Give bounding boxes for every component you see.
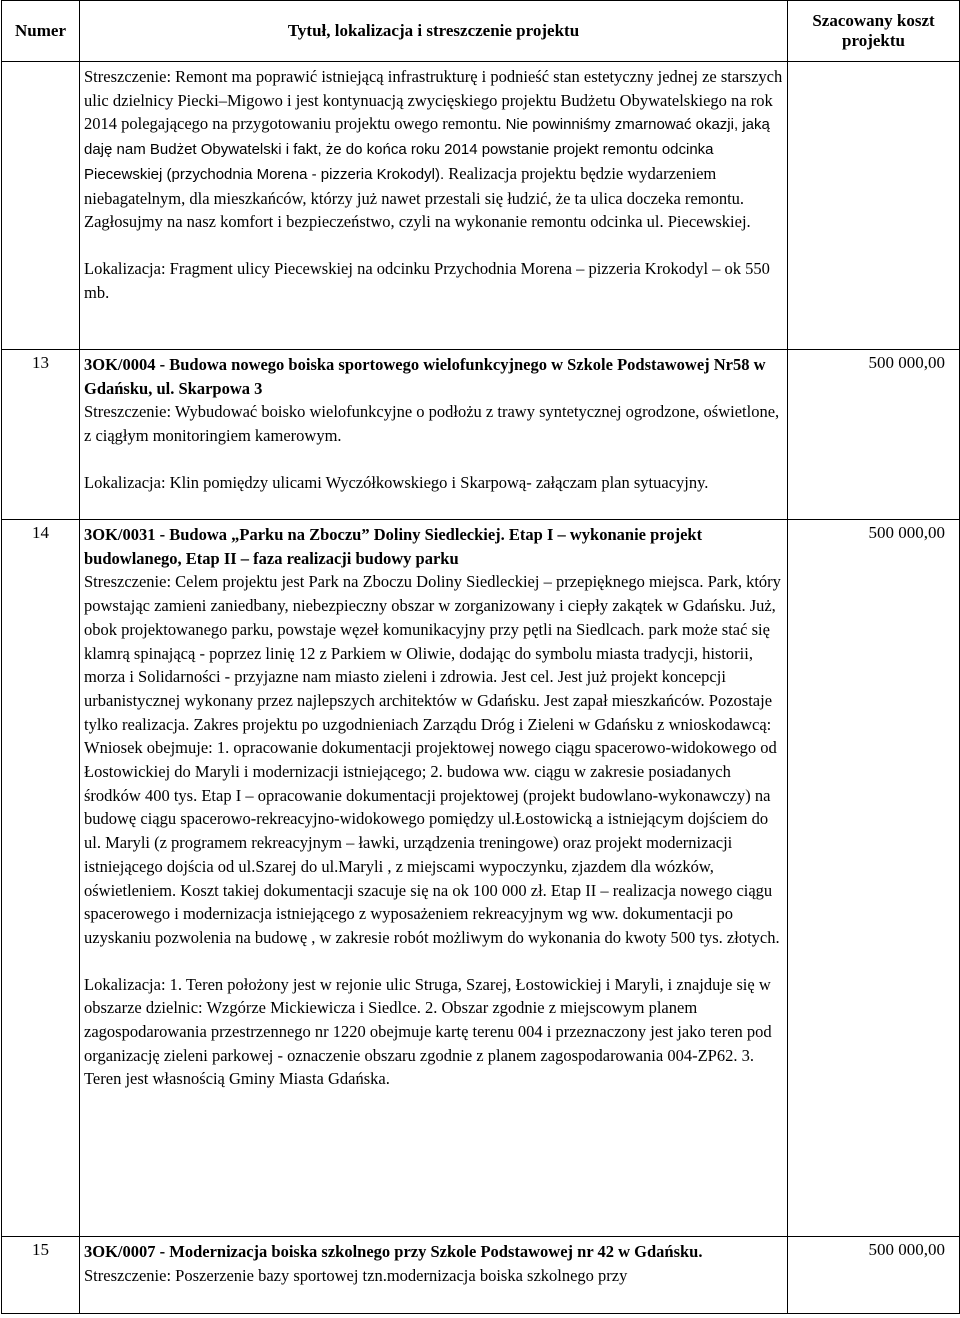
number-cell (2, 62, 80, 350)
project-number: 14 (2, 520, 80, 1237)
summary-text-b: Nie powinniśmy zmarnować okazji, jaką daję nam Budżet Obywatelski i fakt, że do końca roku 2014 powstanie projekt remontu odcinka Piecewskiej (przychodnia Morena - pizzeria Krokodyl). (84, 116, 770, 183)
project-number: 13 (2, 350, 80, 520)
header-cost: Szacowany koszt projektu (788, 1, 960, 62)
project-title: 3OK/0007 - Modernizacja boiska szkolnego przy Szkole Podstawowej nr 42 w Gdańsku. (84, 1242, 703, 1261)
summary-text-a: Streszczenie: Remont ma poprawić istniejącą infrastrukturę i podnieść stan estetyczny jednej ze starszych ulic dzielnicy Piecki–Migowo i jest kontynuacją zwycięskiego projektu Budżetu Obywatelskiego na rok 2014 polegającego na przygotowaniu projektu owego remontu. (84, 67, 783, 134)
table-header-row (2, 1, 960, 62)
project-content (80, 520, 788, 1237)
table-row-continued (2, 62, 960, 350)
projects-table (1, 0, 960, 1314)
header-number: Numer (2, 1, 80, 62)
project-cost: 500 000,00 (788, 350, 960, 520)
project-cost: 500 000,00 (788, 520, 960, 1237)
project-summary: Streszczenie: Celem projektu jest Park na Zboczu Doliny Siedleckiej – przepięknego miejsca. Park, który powstając zamieni zaniedbany, niebezpieczny obszar w zorganizowany i ciepły zakątek w Gdańsku. Już, obok projektowanego parku, powstaje węzeł komunikacyjny przy pętli na Siedlcach. park może stać się klamrą spinającą - poprzez linię 12 z Parkiem w Oliwie, dodając do symbolu miasta tradycji, historii, morza i Solidarności - przyjazne nam miasto zieleni i zdrowia. Jest cel. Jest już projekt koncepcji urbanistycznej wykonany przez najlepszych architektów w Gdańsku. Jest zapał mieszkańców. Pozostaje tylko realizacja. Zakres projektu po uzgodnieniach Zarządu Dróg i Zieleni w Gdańsku z wnioskodawcą: Wniosek obejmuje: 1. opracowanie dokumentacji projektowej nowego ciągu spacerowo-widokowego od Łostowickiej do Maryli i modernizacji istniejącego; 2. budowa ww. ciągu w zakresie posiadanych środków 400 tys. Etap I – opracowanie dokumentacji projektowej (projekt budowlano-wykonawczy) na budowę ciągu spacerowo-rekreacyjno-widokowego pomiędzy ul.Łostowicką a istniejącym dojściem do ul. Maryli (z programem rekreacyjnym – ławki, urządzenia treningowe) oraz projekt modernizacji istniejącego dojścia od ul.Szarej do ul.Maryli , z miejscami wypoczynku, zjazdem dla wózków, oświetleniem. Koszt takiej dokumentacji szacuje się na ok 100 000 zł. Etap II – realizacja nowego ciągu spacerowego i modernizacja istniejącego z wyposażeniem rekreacyjnym wg ww. dokumentacji po uzyskaniu pozwolenia na budowę , w zakresie robót możliwym do wykonania do kwoty 500 tys. złotych. (84, 572, 781, 947)
project-number: 15 (2, 1237, 80, 1314)
project-summary (84, 65, 784, 234)
project-summary: Streszczenie: Wybudować boisko wielofunkcyjne o podłożu z trawy syntetycznej ogrodzone, oświetlone, z ciągłym monitoringiem kamerowym. (84, 402, 780, 446)
project-location: Lokalizacja: 1. Teren położony jest w rejonie ulic Struga, Szarej, Łostowickiej i Maryli, i znajduje się w obszarze dzielnic: Wzgórze Mickiewicza i Siedlce. 2. Obszar zgodnie z miejscowym planem zagospodarowania przestrzennego nr 1220 obejmuje kartę terenu 004 i przeznaczony jest jako teren pod organizację zieleni parkowej - oznaczenie obszaru zgodnie z planem zagospodarowania 004-ZP62. 3. Teren jest własnością Gminy Miasta Gdańska. (84, 974, 772, 1089)
project-summary: Streszczenie: Poszerzenie bazy sportowej tzn.modernizacja boiska szkolnego przy (84, 1265, 628, 1285)
project-title: 3OK/0004 - Budowa nowego boiska sportowego wielofunkcyjnego w Szkole Podstawowej Nr58 w Gdańsku, ul. Skarpowa 3 (84, 355, 766, 398)
project-cost: 500 000,00 (788, 1237, 960, 1314)
project-location: Lokalizacja: Fragment ulicy Piecewskiej na odcinku Przychodnia Morena – pizzeria Krokodyl – ok 550 mb. (84, 258, 770, 302)
table-row (2, 520, 960, 1237)
cost-cell (788, 62, 960, 350)
project-content (80, 62, 788, 350)
summary-text-c: Realizacja projektu będzie wydarzeniem niebagatelnym, dla mieszkańców, którzy już nawet przestali się łudzić, że ta ulica doczeka remontu. Zagłosujmy na nasz komfort i bezpieczeństwo, czyli na wykonanie remontu odcinka ul. Piecewskiej. (84, 163, 751, 232)
table-row (2, 1237, 960, 1314)
header-title: Tytuł, lokalizacja i streszczenie projektu (80, 1, 788, 62)
project-content (80, 350, 788, 520)
project-title: 3OK/0031 - Budowa „Parku na Zboczu” Doliny Siedleckiej. Etap I – wykonanie projekt budowlanego, Etap II – faza realizacji budowy parku (84, 525, 703, 568)
table-row (2, 350, 960, 520)
project-location: Lokalizacja: Klin pomiędzy ulicami Wyczółkowskiego i Skarpową- załączam plan sytuacyjny. (84, 472, 709, 492)
project-content (80, 1237, 788, 1314)
